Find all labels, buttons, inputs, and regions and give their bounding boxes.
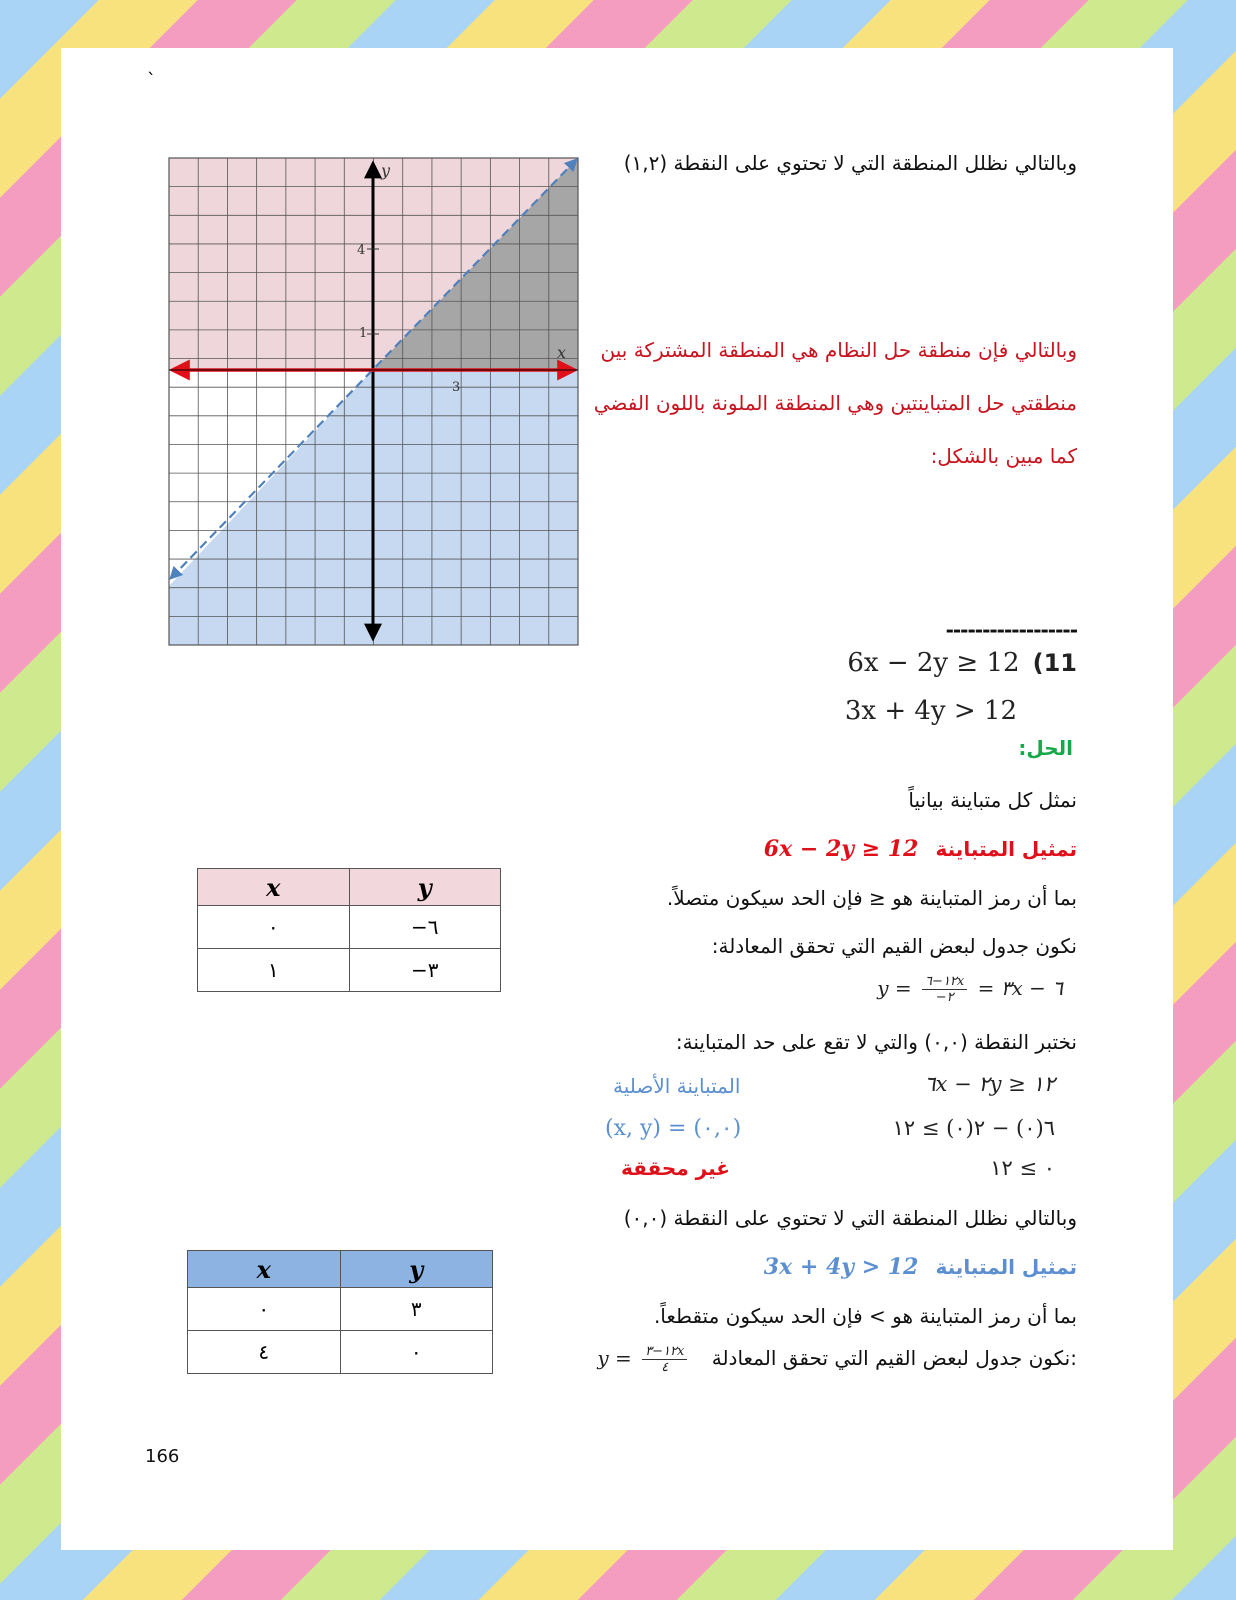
- x-axis-label: x: [557, 343, 567, 362]
- eq1-rhs: = ٣x − ٦: [977, 976, 1063, 1000]
- shade-point-text-0: وبالتالي نظلل المنطقة التي لا تحتوي على النقطة (٠,٠): [623, 1206, 1077, 1230]
- eq1-lhs: y =: [877, 976, 912, 1000]
- equation-1: [877, 974, 1063, 1005]
- rep1-inequality: 6x − 2y ≥ 12: [763, 836, 919, 862]
- top-mark: `: [147, 70, 156, 91]
- rep2-heading: [764, 1254, 1077, 1280]
- table-row: [198, 906, 501, 949]
- zero-inequality: ٠ ≥ ١٢: [990, 1156, 1055, 1180]
- table1-cell: ٠: [198, 906, 350, 949]
- not-satisfied-label: غير محققة: [621, 1156, 730, 1180]
- original-inequality: ٦x − ٢y ≥ ١٢: [924, 1072, 1055, 1096]
- solution-line-2: منطقتي حل المتباينتين وهي المنطقة الملونة باللون الفضي: [593, 391, 1077, 415]
- values-table-1: [197, 868, 501, 992]
- equation-2: [597, 1344, 697, 1375]
- solution-line-3: كما مبين بالشكل:: [930, 444, 1077, 468]
- table1-cell: −٣: [349, 949, 501, 992]
- test-point-text: نختبر النقطة (٠,٠) والتي لا تقع على حد المتباينة:: [675, 1030, 1077, 1054]
- graph-each-text: نمثل كل متباينة بيانياً: [908, 788, 1077, 812]
- table2-cell: ٠: [188, 1288, 341, 1331]
- table2-cell: ٠: [340, 1331, 493, 1374]
- table-row: [198, 949, 501, 992]
- table1-header-y: y: [349, 869, 501, 906]
- values-table-2: [187, 1250, 493, 1374]
- separator-dashes: ------------------: [945, 618, 1077, 642]
- eq2-lhs: y =: [597, 1346, 632, 1370]
- rep1-label: تمثيل المتباينة: [935, 837, 1077, 861]
- table1-header-row: [198, 869, 501, 906]
- table-row: [188, 1331, 493, 1374]
- table1-cell: −٦: [349, 906, 501, 949]
- eq1-numerator: ١٢−٦x: [922, 974, 967, 990]
- substituted-inequality: ٦(٠) − ٢(٠) ≥ ١٢: [892, 1116, 1055, 1140]
- y-axis-label: y: [381, 161, 391, 180]
- table-row: [188, 1288, 493, 1331]
- rep2-label: تمثيل المتباينة: [935, 1255, 1077, 1279]
- shade-point-text-1: وبالتالي نظلل المنطقة التي لا تحتوي على النقطة (١,٢): [623, 151, 1077, 175]
- substituted-point: (x, y) = (٠,٠): [605, 1116, 742, 1141]
- eq2-fraction: [642, 1344, 687, 1375]
- problem-number: (11: [1032, 649, 1077, 677]
- table2-cell: ٣: [340, 1288, 493, 1331]
- tick-label-3: 3: [452, 380, 461, 395]
- tick-label-4: 4: [357, 243, 366, 258]
- inequality-2: 3x + 4y > 12: [844, 696, 1017, 726]
- original-inequality-label: المتباينة الأصلية: [613, 1074, 741, 1098]
- page-number: 166: [145, 1446, 180, 1467]
- table2-cell: ٤: [188, 1331, 341, 1374]
- table-intro-2-line: [597, 1344, 1077, 1375]
- problem-11: [847, 648, 1077, 678]
- solution-line-1: وبالتالي فإن منطقة حل النظام هي المنطقة المشتركة بين: [600, 338, 1077, 362]
- table-intro-1: نكون جدول لبعض القيم التي تحقق المعادلة:: [711, 934, 1077, 958]
- symbol2-text: بما أن رمز المتباينة هو > فإن الحد سيكون متقطعاً.: [653, 1304, 1077, 1328]
- symbol1-text: بما أن رمز المتباينة هو ≤ فإن الحد سيكون متصلاً.: [666, 886, 1077, 910]
- table1-cell: ١: [198, 949, 350, 992]
- table1-header-x: x: [198, 869, 350, 906]
- table-intro-2: نكون جدول لبعض القيم التي تحقق المعادلة:: [711, 1346, 1077, 1370]
- eq1-fraction: [922, 974, 967, 1005]
- page: [61, 48, 1173, 1550]
- eq2-denominator: ٤: [661, 1360, 669, 1375]
- eq2-numerator: ١٢−٣x: [642, 1344, 687, 1360]
- eq1-denominator: −٢: [935, 990, 954, 1005]
- table2-header-x: x: [188, 1251, 341, 1288]
- table2-header-y: y: [340, 1251, 493, 1288]
- solution-label: الحل:: [1018, 736, 1073, 760]
- rep1-heading: [764, 836, 1077, 862]
- inequality-1: 6x − 2y ≥ 12: [847, 648, 1020, 678]
- inequality-graph: [159, 148, 584, 648]
- table2-header-row: [188, 1251, 493, 1288]
- tick-label-1: 1: [359, 326, 368, 341]
- rep2-inequality: 3x + 4y > 12: [763, 1254, 919, 1280]
